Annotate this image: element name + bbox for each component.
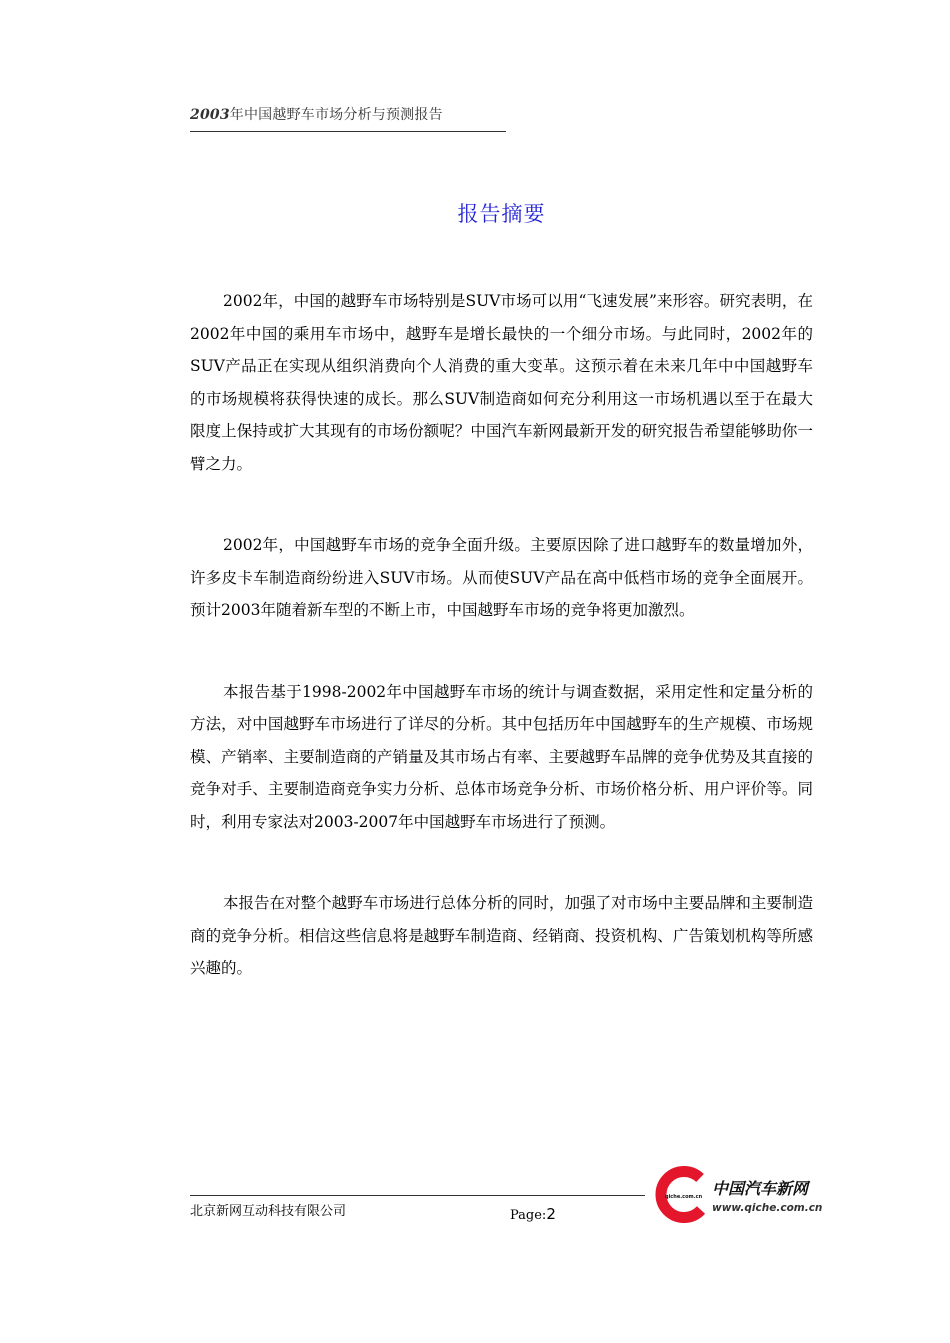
footer-company: 北京新网互动科技有限公司 [190, 1204, 347, 1219]
logo-mark-icon [652, 1166, 710, 1224]
paragraph-2: 2002年，中国越野车市场的竞争全面升级。主要原因除了进口越野车的数量增加外，许多皮卡车制造商纷纷进入SUV市场。从而使SUV产品在高中低档市场的竞争全面展开。预计2003年随着新车型的不断上市，中国越野车市场的竞争将更加激烈。 [190, 536, 813, 619]
logo-ring-text: qiche.com.cn [665, 1194, 703, 1200]
footer-divider [190, 1195, 645, 1196]
page-label: Page: [510, 1208, 547, 1223]
header-title: 年中国越野车市场分析与预测报告 [229, 107, 443, 123]
running-header [190, 104, 506, 124]
header-year: 2003 [190, 107, 230, 123]
logo-name: 中国汽车新网 [712, 1179, 809, 1198]
qiche-logo [652, 1164, 822, 1226]
paragraph-3: 本报告基于1998-2002年中国越野车市场的统计与调查数据，采用定性和定量分析的方法，对中国越野车市场进行了详尽的分析。其中包括历年中国越野车的生产规模、市场规模、产销率、主要制造商的产销量及其市场占有率、主要越野车品牌的竞争优势及其直接的竞争对手、主要制造商竞争实力分析、总体市场竞争分析、市场价格分析、用户评价等。同时，利用专家法对2003-2007年中国越野车市场进行了预测。 [190, 682, 813, 831]
logo-url: www.qiche.com.cn [712, 1202, 823, 1214]
page-number: 2 [546, 1205, 556, 1223]
header-divider [190, 131, 506, 132]
footer-page [510, 1205, 556, 1223]
page-title: 报告摘要 [457, 202, 546, 226]
summary-body [190, 285, 813, 1034]
paragraph-1: 2002年，中国的越野车市场特别是SUV市场可以用“飞速发展”来形容。研究表明，在2002年中国的乘用车市场中，越野车是增长最快的一个细分市场。与此同时，2002年的SUV产品正在实现从组织消费向个人消费的重大变革。这预示着在未来几年中中国越野车的市场规模将获得快速的成长。那么SUV制造商如何充分利用这一市场机遇以至于在最大限度上保持或扩大其现有的市场份额呢？中国汽车新网最新开发的研究报告希望能够助你一臂之力。 [190, 292, 813, 473]
paragraph-4: 本报告在对整个越野车市场进行总体分析的同时，加强了对市场中主要品牌和主要制造商的竞争分析。相信这些信息将是越野车制造商、经销商、投资机构、广告策划机构等所感兴趣的。 [190, 894, 813, 977]
